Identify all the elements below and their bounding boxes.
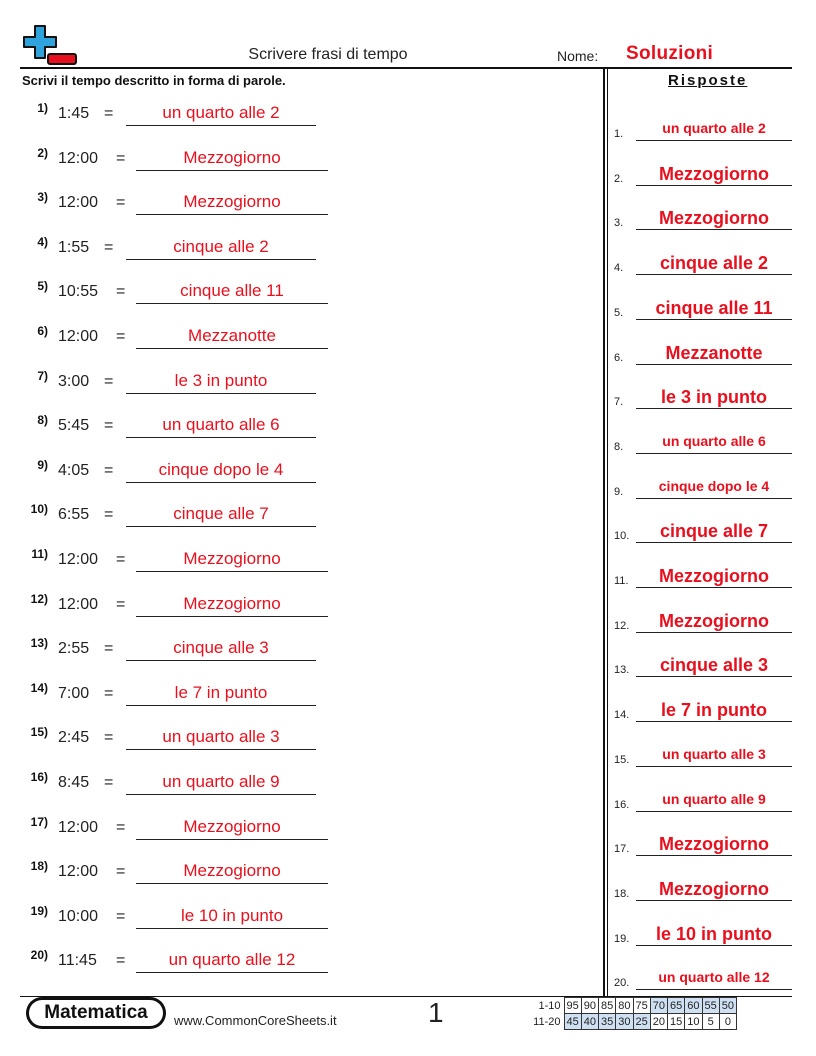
score-cell: 15 [668,1014,685,1030]
score-cell: 5 [702,1014,719,1030]
problem-answer[interactable]: le 3 in punto [174,370,268,390]
answer-key-row [612,693,794,723]
answer-line [126,125,316,126]
answer-key-row [612,783,794,813]
answer-line [126,794,316,795]
problem-answer[interactable]: Mezzogiorno [183,593,281,613]
name-value: Soluzioni [626,43,714,64]
score-row-label: 1-10 [538,999,561,1012]
problem-number: 15) [30,725,48,740]
problem-row [0,235,600,265]
problem-time: 12:00 [58,328,99,345]
equals-sign: = [116,595,126,613]
problem-row [0,815,600,845]
problem-answer[interactable]: Mezzogiorno [183,192,281,212]
problem-number: 9) [37,457,48,472]
answer-line [126,259,316,260]
problem-answer[interactable]: cinque alle 11 [180,281,284,301]
answer-key-text: Mezzogiorno [659,610,769,631]
answer-key-row [612,291,794,321]
answer-line [136,348,328,349]
answer-key-text: le 3 in punto [661,387,767,408]
answer-line [136,170,328,171]
problem-row [0,101,600,131]
answer-key-line [636,989,792,990]
problem-answer[interactable]: le 10 in punto [180,905,284,925]
answer-key-number: 20. [614,977,630,990]
brand-badge [26,997,166,1029]
answer-key-text: le 7 in punto [661,700,767,721]
worksheet-title: Scrivere frasi di tempo [248,46,408,63]
answer-line [136,303,328,304]
answer-key-line [636,811,792,812]
answer-key-line [636,587,792,588]
answer-key-line [636,542,792,543]
problem-answer[interactable]: un quarto alle 3 [162,727,280,747]
score-cell: 35 [599,1014,616,1030]
answer-key-line [636,900,792,901]
score-cell: 30 [616,1014,633,1030]
answer-key-text: cinque alle 7 [659,521,769,542]
problem-time: 12:00 [58,149,99,167]
problem-number: 19) [30,903,48,918]
answer-key-text: un quarto alle 9 [662,790,766,807]
answer-key-line [636,140,792,141]
problem-time: 10:00 [58,907,99,925]
problem-answer[interactable]: un quarto alle 9 [162,772,280,791]
answer-line [136,571,328,572]
equals-sign: = [104,774,114,791]
score-cell: 80 [616,998,633,1014]
equals-sign: = [104,684,114,702]
answer-line [126,437,316,438]
instructions: Scrivi il tempo descritto in forma di parole. [22,73,286,88]
problem-row [0,413,600,443]
score-table [530,997,737,1030]
problem-number: 14) [30,680,48,695]
problem-row [0,369,600,399]
answer-key-row [612,917,794,947]
answer-line [126,526,316,527]
problem-row [0,948,600,978]
score-row-label: 11-20 [533,1015,561,1028]
answer-key-text: Mezzogiorno [659,878,769,899]
problem-number: 4) [37,234,48,249]
answer-key-row [612,559,794,589]
problem-time: 7:00 [58,684,90,702]
problem-row [0,681,600,711]
problem-time: 12:00 [58,551,99,568]
website-url: www.CommonCoreSheets.it [174,1013,337,1028]
answer-key-text: Mezzogiorno [659,834,769,855]
score-row [530,1014,737,1030]
answer-key-row [612,961,794,991]
problem-row [0,279,600,309]
problem-number: 8) [37,413,48,428]
answer-key-text: Mezzogiorno [659,208,769,229]
problem-answer[interactable]: cinque alle 7 [173,504,269,524]
problem-row [0,502,600,532]
answer-key-line [636,766,792,767]
answer-key-row [612,514,794,544]
answer-key-line [636,855,792,856]
answer-line [136,214,328,215]
problem-row [0,458,600,488]
answer-key-number: 7. [614,396,624,409]
answer-line [126,393,316,394]
page-number: 1 [428,997,444,1028]
problem-answer[interactable]: Mezzanotte [188,326,276,345]
answer-key-row [612,604,794,634]
answer-key-number: 17. [614,843,630,856]
score-cell: 75 [633,998,650,1014]
answer-line [126,749,316,750]
answer-key-number: 14. [614,709,630,722]
answer-key-number: 8. [614,440,624,453]
score-cell: 85 [599,998,616,1014]
problem-time: 12:00 [58,595,99,613]
problem-row [0,592,600,622]
problem-number: 6) [37,324,48,338]
problem-number: 20) [30,948,48,963]
answer-key-text: cinque alle 2 [659,253,769,274]
answer-key-text: Mezzogiorno [659,163,769,184]
answer-key-line [636,364,792,365]
name-label: Nome: [557,48,599,64]
answer-key-row [612,648,794,678]
answer-line [126,705,316,706]
answer-key-row [612,738,794,768]
answer-key-row [612,112,794,142]
equals-sign: = [104,238,114,256]
problem-number: 18) [30,859,48,874]
problem-row [0,770,600,800]
problem-time: 2:45 [58,729,90,747]
problem-row [0,725,600,755]
header-divider [20,67,792,69]
answer-key-row [612,872,794,902]
score-cell: 90 [581,998,598,1014]
answer-key-text: Mezzanotte [665,342,763,363]
answer-key-row [612,157,794,187]
answer-key-text: le 10 in punto [655,923,772,944]
problem-number: 11) [31,547,48,561]
problem-number: 5) [37,279,48,294]
answer-key-line [636,945,792,946]
problem-time: 12:00 [58,863,99,881]
answer-key-text: cinque alle 3 [659,655,769,676]
problem-time: 6:55 [58,506,90,524]
problem-answer[interactable]: un quarto alle 2 [162,103,280,122]
answer-key-number: 13. [614,664,630,677]
score-cell: 40 [581,1014,598,1030]
answer-key-number: 11. [614,575,629,587]
answer-key-line [636,319,792,320]
problem-time: 1:55 [58,238,90,256]
problem-number: 1) [37,101,48,115]
equals-sign: = [104,417,114,435]
equals-sign: = [116,149,126,167]
problem-time: 2:55 [58,640,90,658]
problem-number: 12) [30,591,48,606]
problem-time: 5:45 [58,417,90,435]
answer-line [136,883,328,884]
answer-key-number: 9. [614,485,624,498]
answer-key-number: 19. [614,932,630,945]
answer-key-text: un quarto alle 6 [662,432,766,449]
plus-minus-logo-icon [22,24,80,68]
problem-row [0,904,600,934]
problem-answer[interactable]: Mezzogiorno [183,816,281,836]
score-cell: 10 [685,1014,702,1030]
problem-row [0,859,600,889]
answer-key-text: un quarto alle 3 [662,745,766,762]
equals-sign: = [116,863,126,881]
answer-key-row [612,201,794,231]
problem-number: 10) [30,502,48,517]
score-cell: 50 [719,998,736,1014]
problem-time: 10:55 [58,283,99,301]
problem-answer[interactable]: un quarto alle 6 [162,415,280,435]
score-cell: 0 [719,1014,736,1030]
equals-sign: = [104,640,114,658]
answer-key-row [612,336,794,366]
answer-key-row [612,827,794,857]
score-cell: 65 [668,998,685,1014]
answer-key-text: Mezzogiorno [659,566,769,586]
problem-time: 12:00 [58,194,99,212]
equals-sign: = [104,461,114,479]
problem-number: 3) [37,190,48,205]
problem-row [0,146,600,176]
answer-key-row [612,425,794,455]
answer-line [136,616,328,617]
equals-sign: = [116,551,126,568]
problem-answer[interactable]: un quarto alle 12 [168,950,296,970]
equals-sign: = [104,372,114,390]
answer-key-number: 4. [614,262,624,275]
problem-time: 4:05 [58,461,90,479]
answer-key-line [636,676,792,677]
answer-key-line [636,632,792,633]
score-cell: 70 [650,998,667,1014]
answer-key-text: cinque alle 11 [655,297,773,318]
equals-sign: = [116,818,126,836]
answer-key-number: 15. [614,753,630,766]
score-cell: 60 [685,998,702,1014]
answer-key-text: un quarto alle 2 [662,120,766,136]
problem-answer[interactable]: cinque alle 2 [173,236,269,256]
problem-answer[interactable]: le 7 in punto [174,682,268,702]
answer-key-number: 16. [614,798,630,811]
answer-key-line [636,498,792,499]
answer-line [126,482,316,483]
problem-number: 7) [37,368,48,383]
problem-time: 8:45 [58,774,90,791]
answer-key-line [636,274,792,275]
score-cell: 45 [564,1014,581,1030]
answer-key-number: 1. [614,128,624,140]
score-cell: 95 [564,998,581,1014]
problem-answer[interactable]: cinque dopo le 4 [158,459,284,479]
answer-key-number: 2. [614,172,624,185]
answer-key-line [636,229,792,230]
answer-key-number: 5. [614,306,624,319]
equals-sign: = [104,729,114,747]
problem-answer[interactable]: cinque alle 3 [173,638,269,658]
problem-number: 2) [37,145,48,160]
answer-key-number: 6. [614,351,624,364]
answer-line [126,660,316,661]
problem-number: 13) [30,636,48,651]
answer-line [136,839,328,840]
answer-key-row [612,380,794,410]
problem-row [0,324,600,354]
equals-sign: = [116,283,126,301]
equals-sign: = [116,194,126,212]
answer-key-text: cinque dopo le 4 [658,477,770,494]
problem-answer[interactable]: Mezzogiorno [183,549,281,568]
equals-sign: = [104,105,114,122]
problem-row [0,190,600,220]
brand-label: Matematica [29,1000,163,1026]
problem-answer[interactable]: Mezzogiorno [183,147,281,167]
equals-sign: = [116,328,126,345]
problem-time: 11:45 [58,952,97,970]
score-row [530,998,737,1014]
answer-key-row [612,470,794,500]
problem-row [0,547,600,577]
score-cell: 25 [633,1014,650,1030]
answer-key-number: 18. [614,887,630,900]
problem-time: 3:00 [58,372,90,390]
score-cell: 55 [702,998,719,1014]
answer-key-number: 10. [614,530,630,543]
answer-key-line [636,721,792,722]
answer-key-line [636,185,792,186]
problem-time: 1:45 [58,105,90,122]
column-divider-inner [607,69,608,996]
score-cell: 20 [650,1014,667,1030]
answer-key-number: 3. [614,217,624,230]
answer-key-row [612,246,794,276]
equals-sign: = [116,907,126,925]
problem-row [0,636,600,666]
answer-line [136,972,328,973]
problem-number: 17) [30,814,48,829]
answer-key-text: un quarto alle 12 [658,969,770,986]
answer-key-line [636,408,792,409]
answer-line [136,928,328,929]
equals-sign: = [104,506,114,524]
answers-title: Risposte [668,72,748,89]
problem-answer[interactable]: Mezzogiorno [183,861,281,881]
problem-time: 12:00 [58,818,99,836]
column-divider [603,69,605,996]
answer-key-line [636,453,792,454]
problem-number: 16) [30,770,48,784]
equals-sign: = [116,952,126,970]
answer-key-number: 12. [614,619,630,632]
